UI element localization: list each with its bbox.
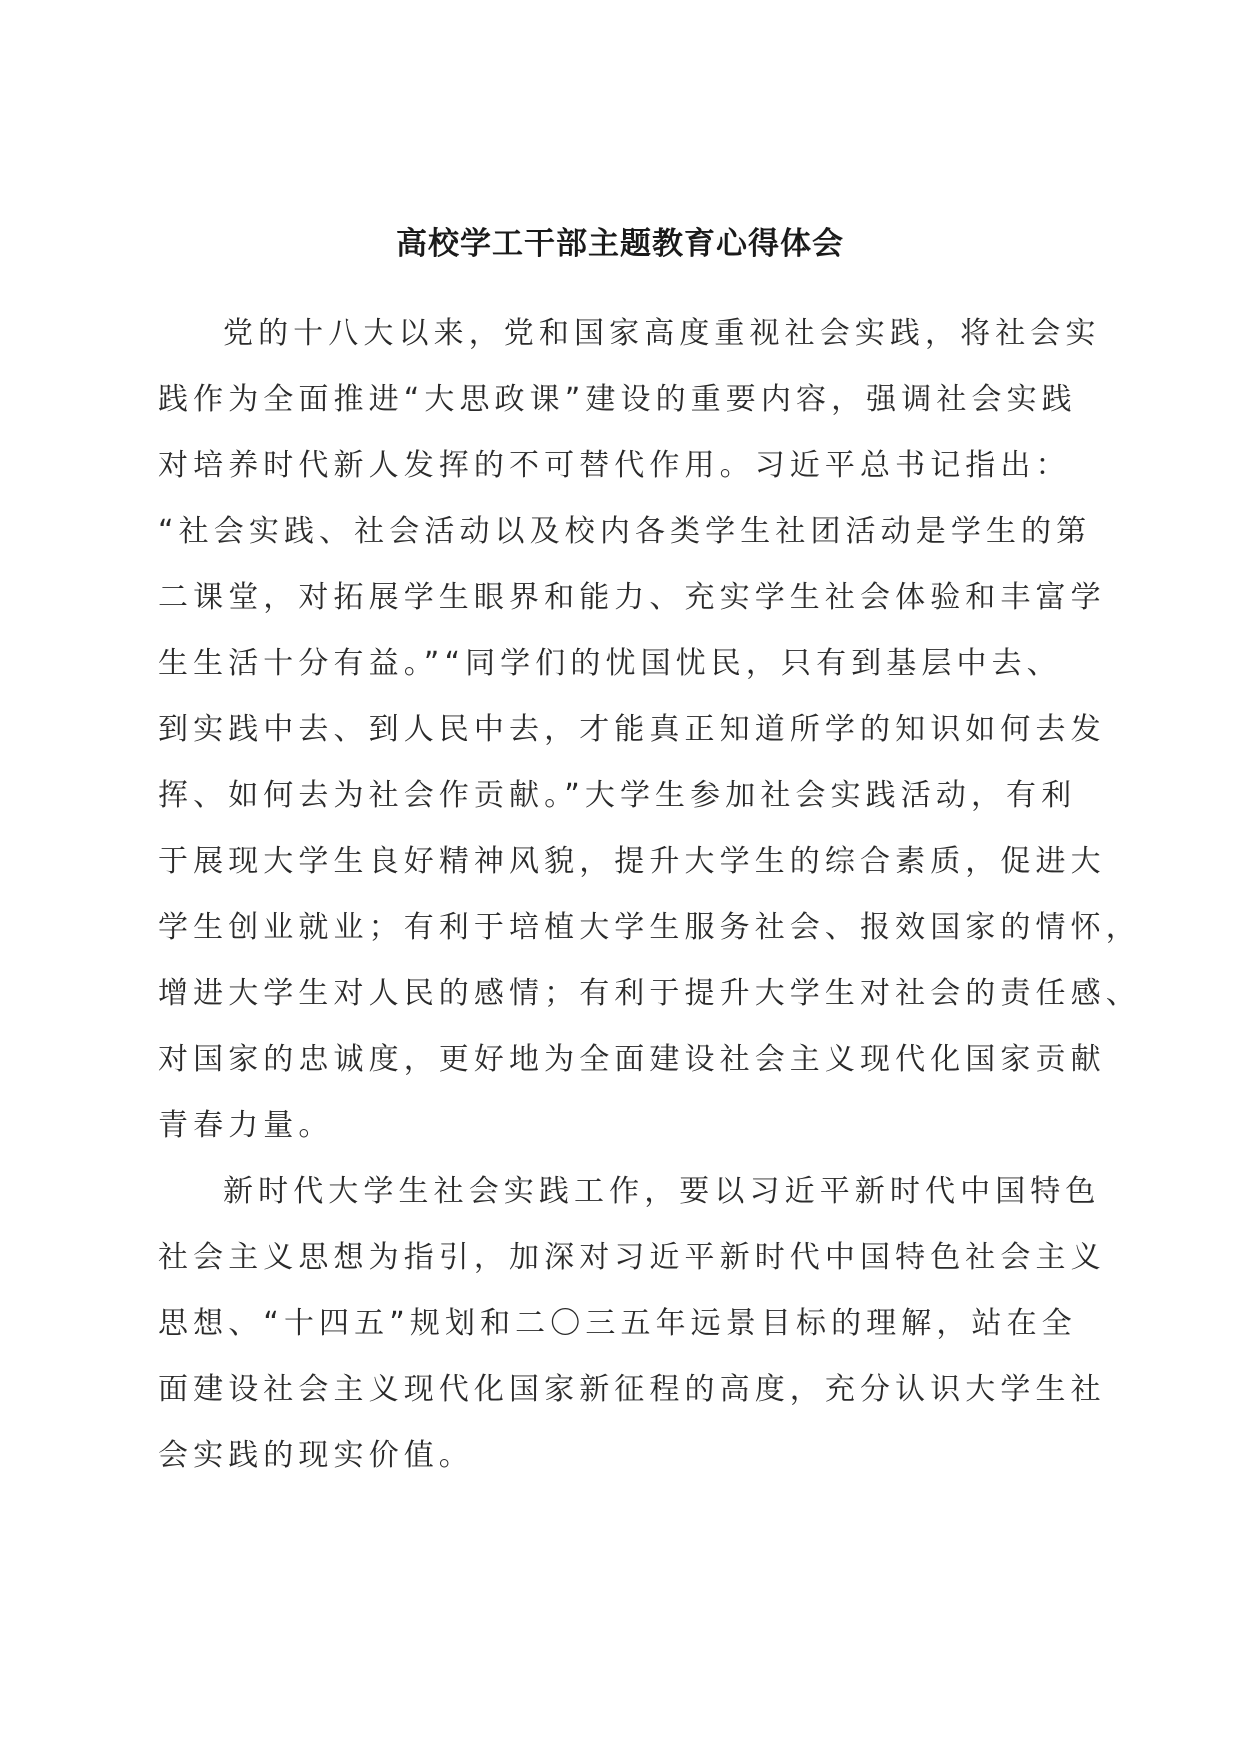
paragraph-1-line-6: 生生活十分有益。”“同学们的忧国忧民，只有到基层中去、 <box>158 646 1062 681</box>
paragraph-1-line-13: 青春力量。 <box>158 1108 334 1143</box>
paragraph-1-line-7: 到实践中去、到人民中去，才能真正知道所学的知识如何去发 <box>158 712 1106 747</box>
document-title: 高校学工干部主题教育心得体会 <box>396 226 844 262</box>
paragraph-1-line-10: 学生创业就业；有利于培植大学生服务社会、报效国家的情怀， <box>158 910 1141 945</box>
paragraph-2-line-2: 社会主义思想为指引，加深对习近平新时代中国特色社会主义 <box>158 1240 1106 1275</box>
paragraph-2-line-5: 会实践的现实价值。 <box>158 1438 474 1473</box>
paragraph-1-line-5: 二课堂，对拓展学生眼界和能力、充实学生社会体验和丰富学 <box>158 580 1106 615</box>
paragraph-1-line-8: 挥、如何去为社会作贡献。”大学生参加社会实践活动，有利 <box>158 778 1077 813</box>
paragraph-1-line-3: 对培养时代新人发挥的不可替代作用。习近平总书记指出： <box>158 448 1071 483</box>
paragraph-1-line-9: 于展现大学生良好精神风貌，提升大学生的综合素质，促进大 <box>158 844 1106 879</box>
paragraph-1-line-1: 党的十八大以来，党和国家高度重视社会实践，将社会实 <box>223 316 1101 351</box>
paragraph-1-line-4: “社会实践、社会活动以及校内各类学生社团活动是学生的第 <box>158 514 1092 549</box>
paragraph-2-line-3: 思想、“十四五”规划和二〇三五年远景目标的理解，站在全 <box>158 1306 1077 1341</box>
paragraph-2-line-1: 新时代大学生社会实践工作，要以习近平新时代中国特色 <box>223 1174 1101 1209</box>
paragraph-1-line-2: 践作为全面推进“大思政课”建设的重要内容，强调社会实践 <box>158 382 1077 417</box>
paragraph-1-line-12: 对国家的忠诚度，更好地为全面建设社会主义现代化国家贡献 <box>158 1042 1106 1077</box>
paragraph-2-line-4: 面建设社会主义现代化国家新征程的高度，充分认识大学生社 <box>158 1372 1106 1407</box>
paragraph-1-line-11: 增进大学生对人民的感情；有利于提升大学生对社会的责任感、 <box>158 976 1141 1011</box>
